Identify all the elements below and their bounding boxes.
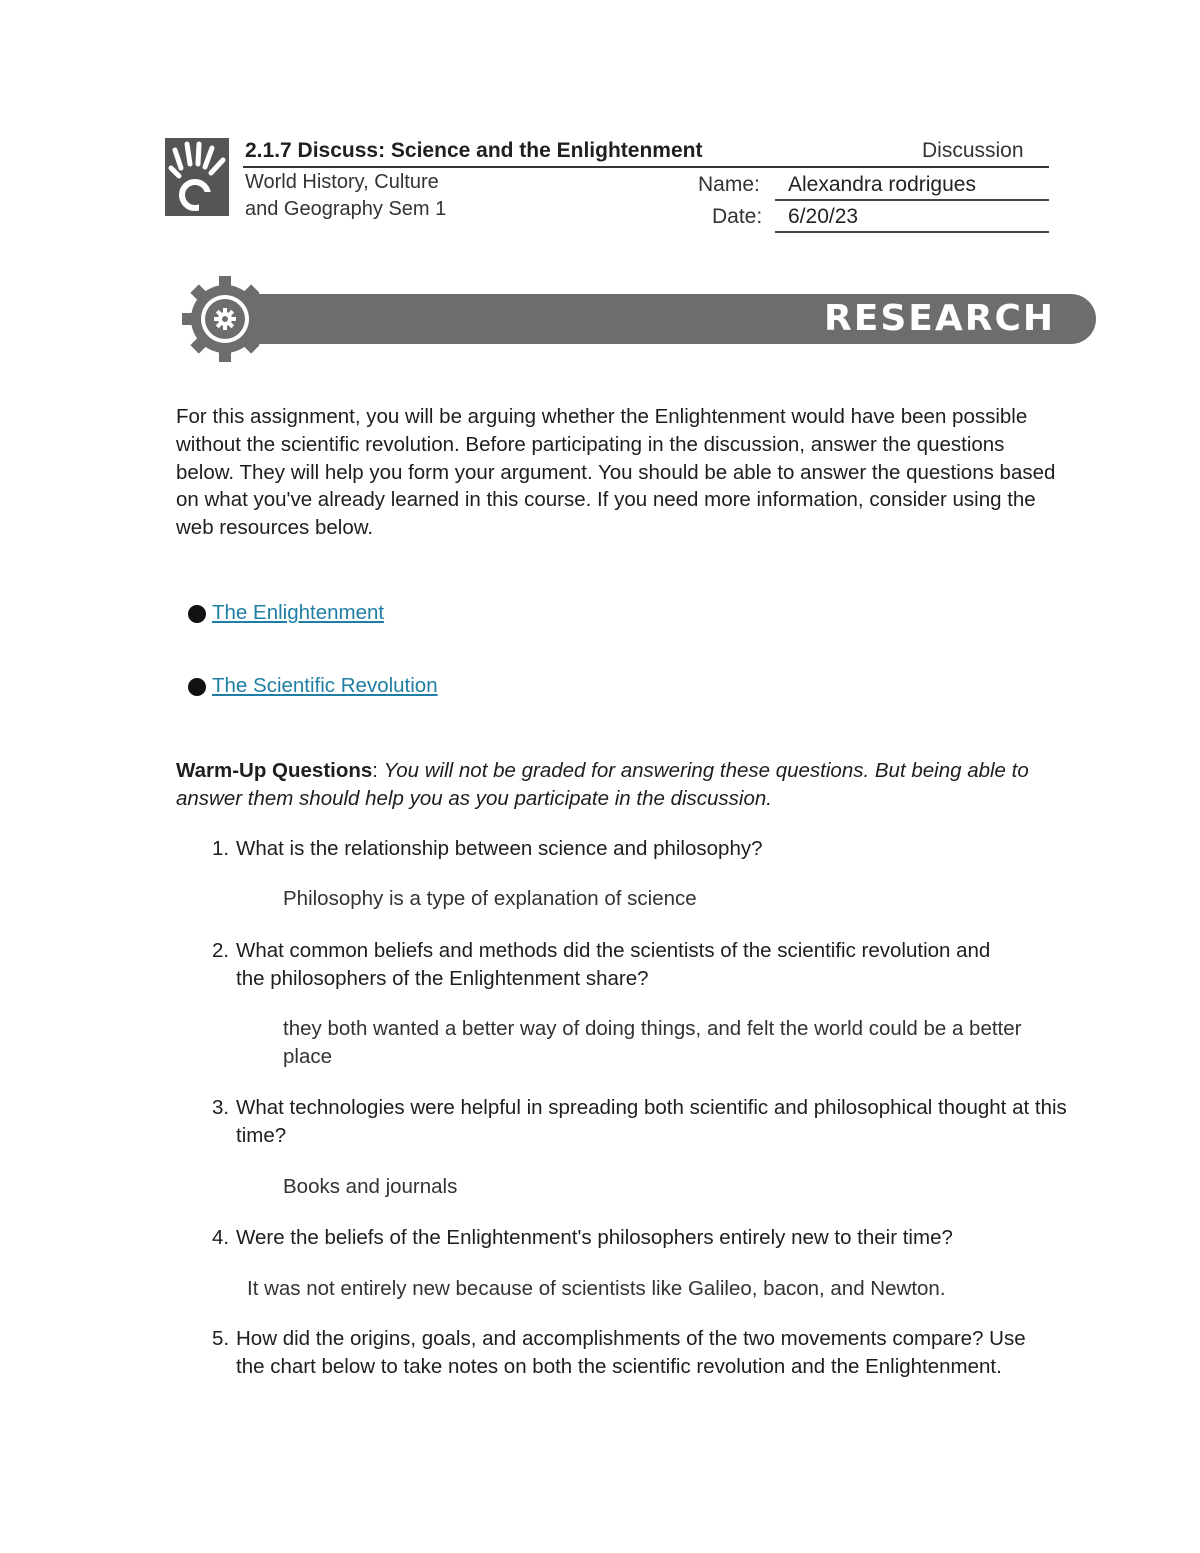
sunburst-logo-icon: [165, 138, 229, 216]
answer-4[interactable]: It was not entirely new because of scientists like Galileo, bacon, and Newton.: [247, 1277, 946, 1300]
banner-title: RESEARCH: [824, 298, 1055, 339]
date-field-underline: [775, 231, 1049, 233]
answer-2[interactable]: they both wanted a better way of doing things, and felt the world could be a better place: [283, 1017, 1022, 1068]
question-3: [212, 1094, 1076, 1150]
question-1: [212, 835, 1076, 863]
title-divider: [243, 166, 1049, 168]
question-number: 5.: [212, 1327, 230, 1350]
link-enlightenment[interactable]: The Enlightenment: [212, 601, 385, 624]
question-number: 4.: [212, 1226, 230, 1249]
question-number: 2.: [212, 939, 230, 962]
question-number: 3.: [212, 1096, 230, 1119]
date-field[interactable]: 6/20/23: [788, 205, 859, 228]
name-field[interactable]: Alexandra rodrigues: [788, 173, 976, 196]
date-label: Date:: [712, 205, 763, 228]
warmup-colon: :: [372, 759, 378, 782]
course-name-line-1: World History, Culture: [245, 171, 439, 193]
warmup-note: You will not be graded for answering these questions. But being able to answer them should help you as you participate in the discussion.: [176, 759, 1029, 810]
document-type: Discussion: [922, 139, 1024, 162]
warmup-label: Warm-Up Questions: [176, 759, 373, 782]
question-5: [212, 1325, 1036, 1381]
gear-icon: [180, 274, 270, 364]
question-2: [212, 937, 996, 993]
question-text: What technologies were helpful in spreading both scientific and philosophical thought at this time?: [236, 1096, 1067, 1147]
question-4: [212, 1224, 1136, 1252]
warmup-heading: [176, 757, 1066, 813]
link-scientific-revolution[interactable]: The Scientific Revolution: [212, 674, 438, 697]
name-field-underline: [775, 199, 1049, 201]
answer-1[interactable]: Philosophy is a type of explanation of science: [283, 887, 697, 910]
name-label: Name:: [698, 173, 760, 196]
question-number: 1.: [212, 837, 230, 860]
question-text: What is the relationship between science and philosophy?: [236, 837, 763, 860]
answer-3[interactable]: Books and journals: [283, 1175, 458, 1198]
course-name-line-2: and Geography Sem 1: [245, 198, 447, 220]
question-text: How did the origins, goals, and accomplishments of the two movements compare? Use the chart below to take notes on both the scientific revolution and the Enlightenment.: [236, 1327, 1026, 1378]
bullet-icon: [188, 605, 206, 623]
question-text: Were the beliefs of the Enlightenment's philosophers entirely new to their time?: [236, 1226, 953, 1249]
page-title: 2.1.7 Discuss: Science and the Enlightenment: [245, 139, 703, 162]
bullet-icon: [188, 678, 206, 696]
question-text: What common beliefs and methods did the scientists of the scientific revolution and the philosophers of the Enlightenment share?: [236, 939, 991, 990]
assignment-instructions: For this assignment, you will be arguing whether the Enlightenment would have been possible without the scientific revolution. Before participating in the discussion, answer the questions below. They will help you form your argument. You should be able to answer the questions based on what you've already learned in this course. If you need more information, consider using the web resources below.: [176, 405, 1056, 540]
